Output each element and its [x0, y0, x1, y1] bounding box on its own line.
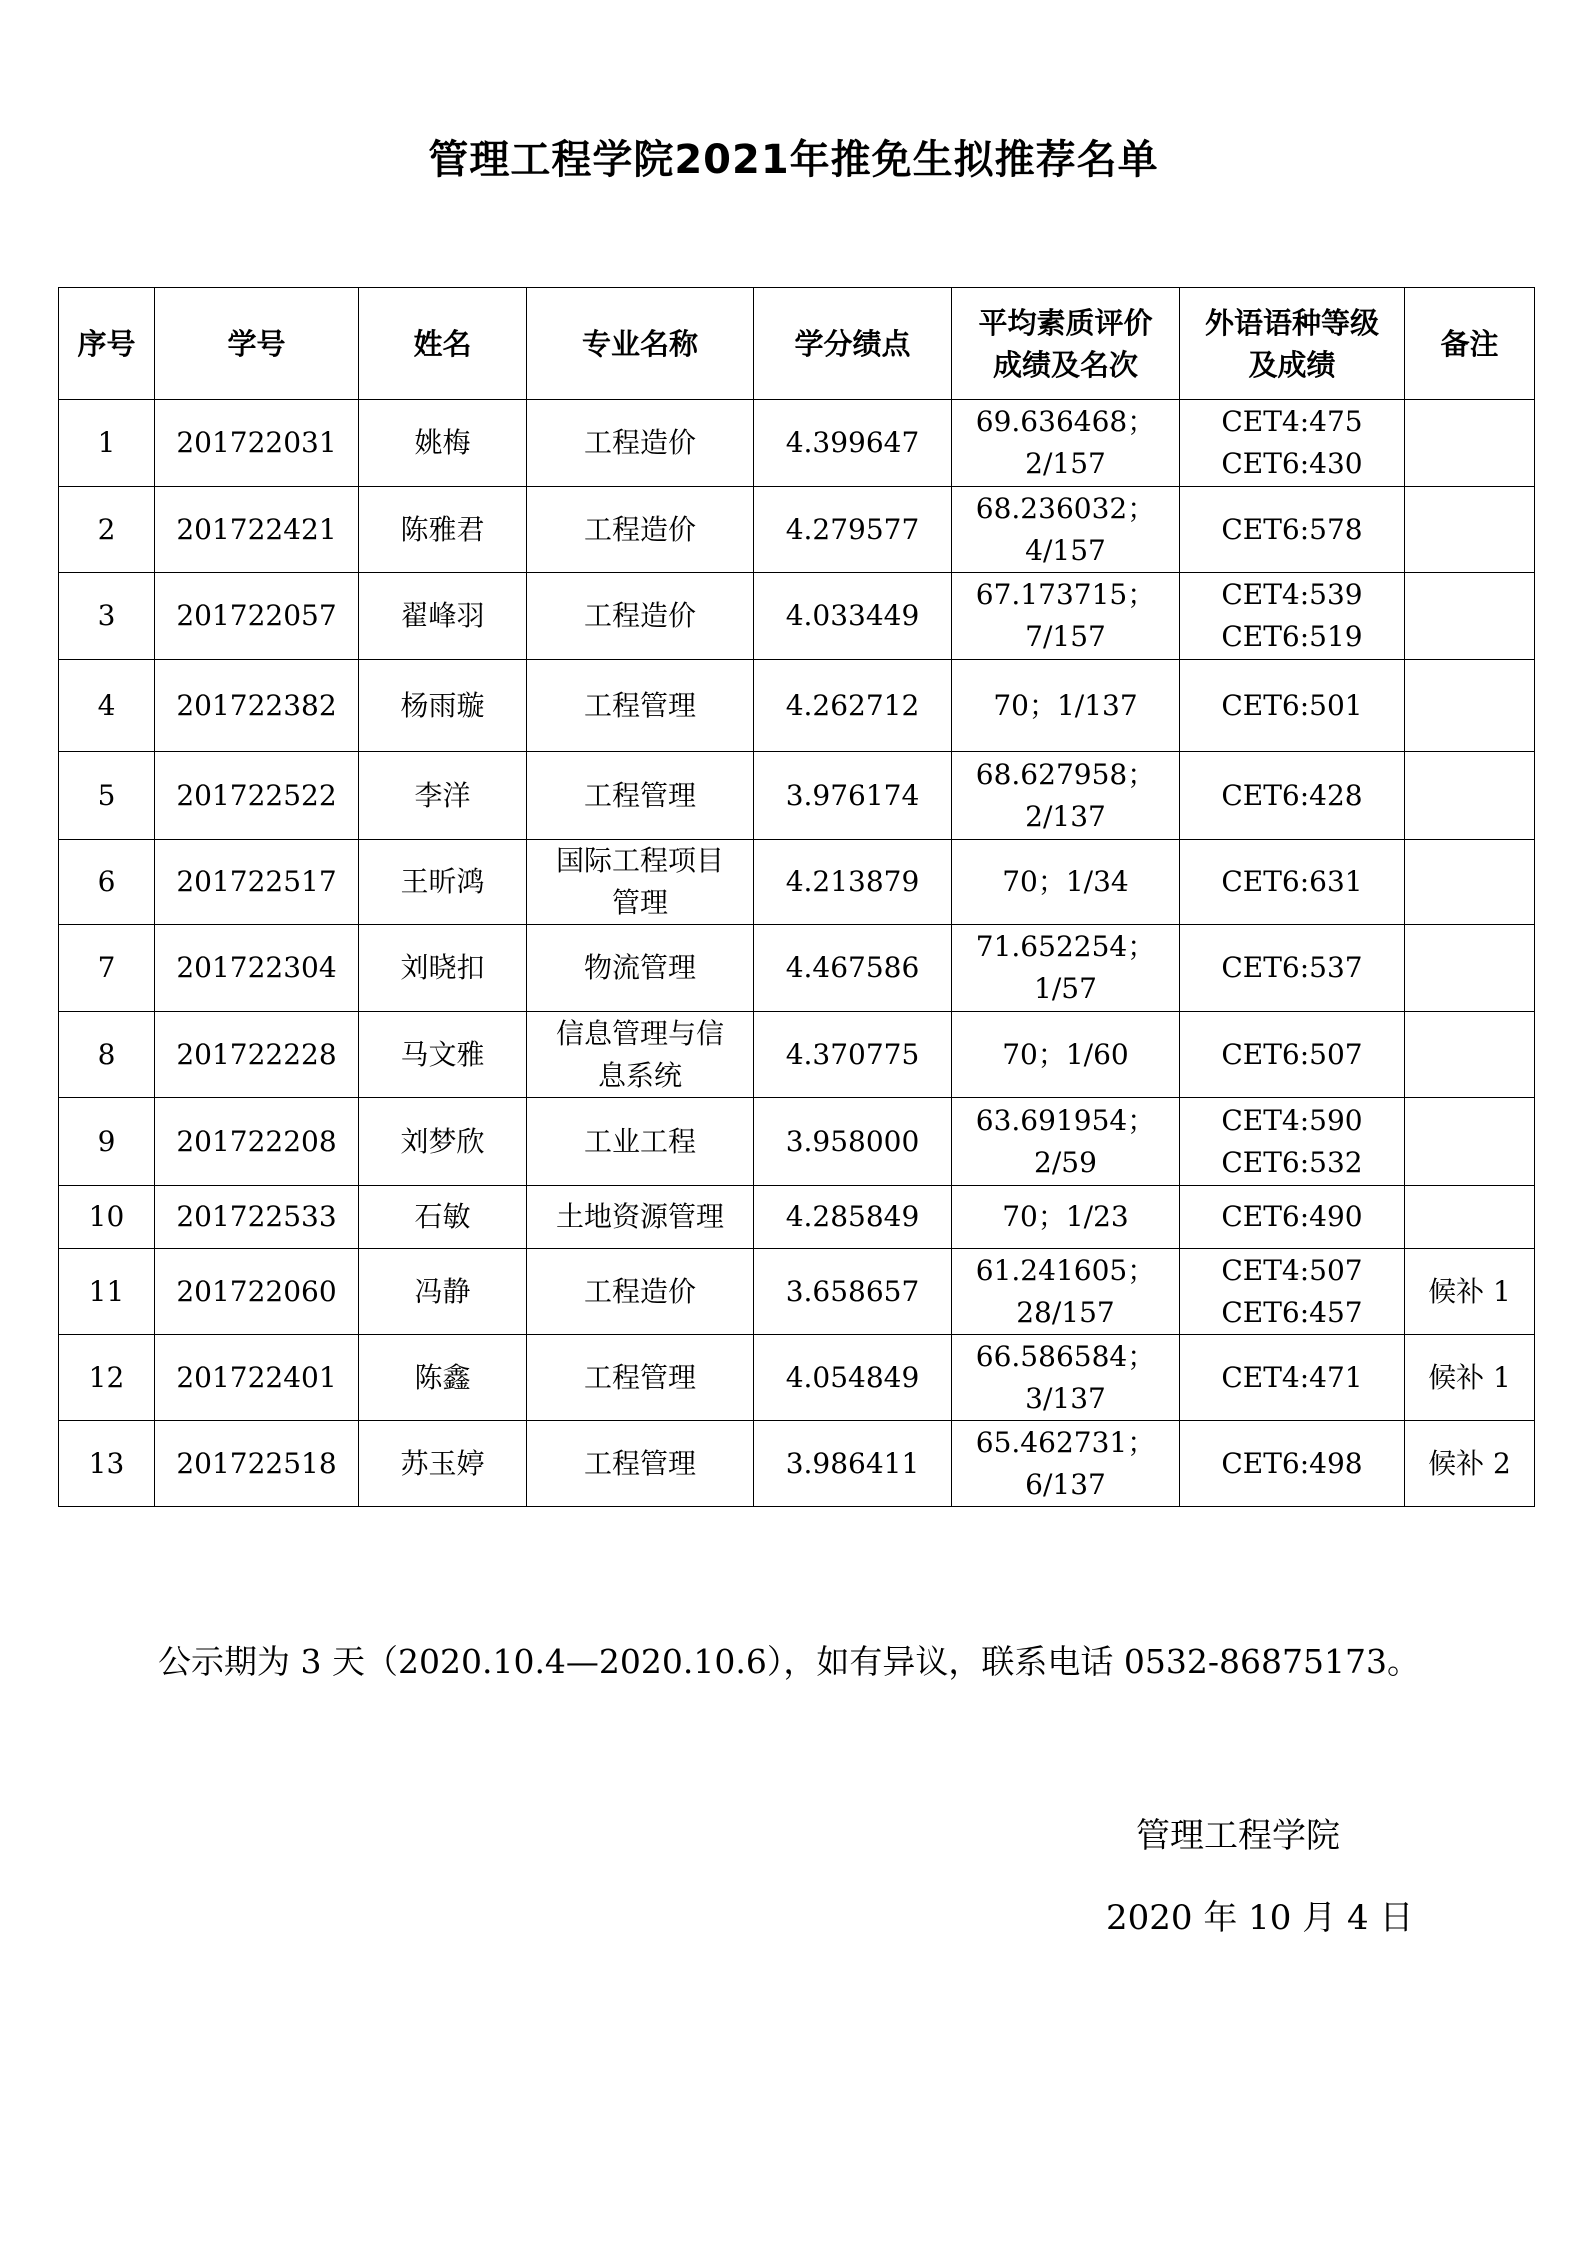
- cell-major-line: 工程造价: [583, 512, 696, 546]
- cell-quality-line: 68.627958；: [975, 757, 1156, 791]
- cell-remark: [1405, 925, 1535, 1012]
- cell-major-line: 工程管理: [583, 778, 696, 812]
- cell-name: 陈雅君: [359, 487, 527, 573]
- recommendation-table: [58, 287, 1535, 1507]
- cell-student-id: 201722304: [155, 925, 359, 1012]
- cell-major-line: 工程造价: [583, 1274, 696, 1308]
- cell-quality-line: 3/137: [1025, 1381, 1106, 1415]
- cell-name: 刘梦欣: [359, 1098, 527, 1186]
- cell-seq: 5: [59, 752, 155, 840]
- cell-english: [1180, 1012, 1405, 1098]
- cell-student-id: 201722060: [155, 1249, 359, 1335]
- cell-quality-line: 69.636468；: [975, 405, 1156, 438]
- cell-seq: 7: [59, 925, 155, 1012]
- cell-quality-line: 28/157: [1016, 1295, 1115, 1329]
- cell-quality-line: 2/137: [1025, 799, 1106, 833]
- cell-english-line: CET6:631: [1221, 865, 1363, 898]
- cell-remark: [1405, 1012, 1535, 1098]
- cell-name: 李洋: [359, 752, 527, 840]
- header-quality-line: 成绩及名次: [992, 347, 1138, 382]
- cell-name: 苏玉婷: [359, 1421, 527, 1507]
- header-student-id: [155, 288, 359, 400]
- cell-english-line: CET4:539: [1221, 578, 1363, 611]
- cell-english-line: CET6:519: [1221, 620, 1363, 653]
- cell-english: [1180, 752, 1405, 840]
- cell-english: [1180, 1098, 1405, 1186]
- cell-quality: [952, 1186, 1180, 1249]
- cell-english: [1180, 925, 1405, 1012]
- cell-english-line: CET4:475: [1221, 405, 1363, 438]
- header-gpa: [754, 288, 952, 400]
- cell-major: [527, 1186, 754, 1249]
- cell-major: [527, 573, 754, 660]
- table-row: [59, 1335, 1535, 1421]
- cell-major-line: 工程管理: [583, 1360, 696, 1394]
- signer-name: 管理工程学院: [1136, 1816, 1340, 1856]
- cell-name: 石敏: [359, 1186, 527, 1249]
- cell-major-line: 工程造价: [583, 599, 696, 632]
- cell-major: [527, 840, 754, 925]
- cell-gpa: 3.976174: [754, 752, 952, 840]
- cell-quality-line: 71.652254；: [975, 930, 1156, 963]
- cell-major: [527, 925, 754, 1012]
- cell-remark: 候补 1: [1405, 1249, 1535, 1335]
- cell-quality: [952, 660, 1180, 752]
- cell-quality: [952, 1012, 1180, 1098]
- cell-quality: [952, 400, 1180, 487]
- cell-english: [1180, 840, 1405, 925]
- cell-remark: [1405, 573, 1535, 660]
- cell-quality-line: 2/59: [1034, 1145, 1097, 1179]
- cell-english-line: CET4:590: [1221, 1103, 1363, 1137]
- cell-english-line: CET6:490: [1221, 1200, 1363, 1233]
- cell-quality: [952, 925, 1180, 1012]
- cell-seq: 3: [59, 573, 155, 660]
- cell-seq: 10: [59, 1186, 155, 1249]
- cell-english-line: CET6:537: [1221, 951, 1363, 984]
- cell-major: [527, 400, 754, 487]
- table-row: [59, 752, 1535, 840]
- cell-remark: [1405, 660, 1535, 752]
- cell-remark: [1405, 487, 1535, 573]
- header-remark: [1405, 288, 1535, 400]
- cell-student-id: 201722401: [155, 1335, 359, 1421]
- cell-gpa: 3.658657: [754, 1249, 952, 1335]
- table-row: [59, 660, 1535, 752]
- cell-quality-line: 70；1/137: [993, 688, 1138, 722]
- cell-english: [1180, 660, 1405, 752]
- cell-major: [527, 487, 754, 573]
- cell-remark: [1405, 400, 1535, 487]
- cell-major-line: 国际工程项目: [555, 844, 724, 877]
- header-english-line: 外语语种等级: [1204, 305, 1379, 340]
- cell-english-line: CET4:507: [1221, 1253, 1363, 1287]
- cell-quality-line: 70；1/34: [1002, 865, 1129, 898]
- cell-gpa: 4.279577: [754, 487, 952, 573]
- cell-seq: 6: [59, 840, 155, 925]
- table-row: [59, 1186, 1535, 1249]
- cell-remark: 候补 1: [1405, 1335, 1535, 1421]
- cell-name: 马文雅: [359, 1012, 527, 1098]
- header-seq-line: 序号: [77, 326, 136, 361]
- cell-major-line: 工程管理: [583, 1446, 696, 1480]
- cell-student-id: 201722522: [155, 752, 359, 840]
- cell-gpa: 4.399647: [754, 400, 952, 487]
- cell-english-line: CET6:428: [1221, 778, 1363, 812]
- header-name: [359, 288, 527, 400]
- table-row: [59, 1098, 1535, 1186]
- cell-remark: 候补 2: [1405, 1421, 1535, 1507]
- cell-remark: [1405, 1098, 1535, 1186]
- table-row: [59, 840, 1535, 925]
- cell-seq: 8: [59, 1012, 155, 1098]
- cell-quality-line: 6/137: [1025, 1467, 1106, 1501]
- header-major: [527, 288, 754, 400]
- cell-seq: 1: [59, 400, 155, 487]
- header-english: [1180, 288, 1405, 400]
- cell-english-line: CET6:501: [1221, 688, 1363, 722]
- cell-major-line: 工程造价: [583, 426, 696, 459]
- cell-english: [1180, 400, 1405, 487]
- cell-quality: [952, 487, 1180, 573]
- cell-gpa: 3.986411: [754, 1421, 952, 1507]
- cell-english: [1180, 487, 1405, 573]
- signature-date: 2020 年 10 月 4 日: [1106, 1898, 1414, 1938]
- cell-gpa: 4.370775: [754, 1012, 952, 1098]
- cell-english-line: CET6:507: [1221, 1037, 1363, 1071]
- table-row: [59, 1249, 1535, 1335]
- publicity-notice: 公示期为 3 天（2020.10.4—2020.10.6），如有异议，联系电话 0532-86875173。: [158, 1642, 1420, 1681]
- cell-english-line: CET6:498: [1221, 1446, 1363, 1480]
- cell-major: [527, 660, 754, 752]
- cell-student-id: 201722031: [155, 400, 359, 487]
- table-header-row: [59, 288, 1535, 400]
- cell-name: 陈鑫: [359, 1335, 527, 1421]
- cell-quality-line: 68.236032；: [975, 491, 1156, 525]
- cell-quality-line: 70；1/23: [1002, 1200, 1129, 1233]
- cell-major: [527, 1012, 754, 1098]
- header-major-line: 专业名称: [581, 326, 698, 361]
- cell-quality: [952, 1249, 1180, 1335]
- cell-english: [1180, 1186, 1405, 1249]
- cell-remark: [1405, 840, 1535, 925]
- cell-gpa: 4.467586: [754, 925, 952, 1012]
- cell-quality: [952, 1098, 1180, 1186]
- cell-major-line: 工业工程: [583, 1124, 696, 1158]
- cell-english-line: CET6:578: [1221, 512, 1363, 546]
- cell-english: [1180, 1249, 1405, 1335]
- cell-major-line: 土地资源管理: [555, 1200, 724, 1233]
- cell-student-id: 201722228: [155, 1012, 359, 1098]
- cell-quality-line: 1/57: [1034, 972, 1097, 1005]
- cell-student-id: 201722518: [155, 1421, 359, 1507]
- cell-quality-line: 63.691954；: [975, 1103, 1156, 1137]
- table-row: [59, 1421, 1535, 1507]
- header-english-line: 及成绩: [1248, 347, 1336, 382]
- table-row: [59, 573, 1535, 660]
- cell-quality: [952, 840, 1180, 925]
- cell-student-id: 201722517: [155, 840, 359, 925]
- header-quality: [952, 288, 1180, 400]
- cell-remark: [1405, 1186, 1535, 1249]
- cell-name: 刘晓扣: [359, 925, 527, 1012]
- header-student-id-line: 学号: [227, 326, 286, 361]
- cell-major-line: 物流管理: [583, 951, 696, 984]
- cell-seq: 13: [59, 1421, 155, 1507]
- cell-quality-line: 65.462731；: [975, 1425, 1156, 1459]
- cell-gpa: 4.033449: [754, 573, 952, 660]
- cell-name: 翟峰羽: [359, 573, 527, 660]
- cell-english-line: CET4:471: [1221, 1360, 1363, 1394]
- table-body: [59, 400, 1535, 1507]
- cell-quality: [952, 1421, 1180, 1507]
- cell-major-line: 工程管理: [583, 688, 696, 722]
- cell-remark: [1405, 752, 1535, 840]
- cell-english: [1180, 573, 1405, 660]
- cell-major: [527, 1098, 754, 1186]
- cell-name: 冯静: [359, 1249, 527, 1335]
- cell-seq: 11: [59, 1249, 155, 1335]
- cell-gpa: 4.213879: [754, 840, 952, 925]
- cell-english-line: CET6:457: [1221, 1295, 1363, 1329]
- cell-seq: 12: [59, 1335, 155, 1421]
- table-row: [59, 400, 1535, 487]
- cell-quality-line: 70；1/60: [1002, 1037, 1129, 1071]
- cell-english-line: CET6:532: [1221, 1145, 1363, 1179]
- cell-gpa: 4.262712: [754, 660, 952, 752]
- header-gpa-line: 学分绩点: [794, 326, 911, 361]
- cell-name: 姚梅: [359, 400, 527, 487]
- cell-student-id: 201722208: [155, 1098, 359, 1186]
- cell-major: [527, 1335, 754, 1421]
- cell-gpa: 3.958000: [754, 1098, 952, 1186]
- header-name-line: 姓名: [413, 326, 472, 361]
- cell-seq: 9: [59, 1098, 155, 1186]
- table-row: [59, 1012, 1535, 1098]
- cell-student-id: 201722421: [155, 487, 359, 573]
- cell-major: [527, 1249, 754, 1335]
- cell-english-line: CET6:430: [1221, 447, 1363, 480]
- cell-gpa: 4.285849: [754, 1186, 952, 1249]
- cell-student-id: 201722057: [155, 573, 359, 660]
- cell-quality: [952, 573, 1180, 660]
- cell-quality: [952, 1335, 1180, 1421]
- header-seq: [59, 288, 155, 400]
- cell-name: 杨雨璇: [359, 660, 527, 752]
- cell-major: [527, 1421, 754, 1507]
- cell-student-id: 201722533: [155, 1186, 359, 1249]
- cell-english: [1180, 1421, 1405, 1507]
- cell-gpa: 4.054849: [754, 1335, 952, 1421]
- table-row: [59, 925, 1535, 1012]
- cell-quality-line: 4/157: [1025, 533, 1106, 567]
- cell-quality-line: 2/157: [1025, 447, 1106, 480]
- header-quality-line: 平均素质评价: [978, 305, 1153, 340]
- cell-quality-line: 61.241605；: [975, 1253, 1156, 1287]
- cell-student-id: 201722382: [155, 660, 359, 752]
- cell-english: [1180, 1335, 1405, 1421]
- cell-major-line: 管理: [611, 886, 668, 919]
- page-title: 管理工程学院2021年推免生拟推荐名单: [428, 137, 1159, 183]
- cell-quality-line: 66.586584；: [975, 1339, 1156, 1373]
- cell-quality-line: 7/157: [1025, 620, 1106, 653]
- cell-major: [527, 752, 754, 840]
- table-row: [59, 487, 1535, 573]
- cell-major-line: 信息管理与信: [555, 1016, 724, 1050]
- cell-quality-line: 67.173715；: [975, 578, 1156, 611]
- cell-quality: [952, 752, 1180, 840]
- cell-major-line: 息系统: [597, 1058, 682, 1092]
- cell-seq: 2: [59, 487, 155, 573]
- header-remark-line: 备注: [1440, 326, 1499, 361]
- cell-seq: 4: [59, 660, 155, 752]
- cell-name: 王昕鸿: [359, 840, 527, 925]
